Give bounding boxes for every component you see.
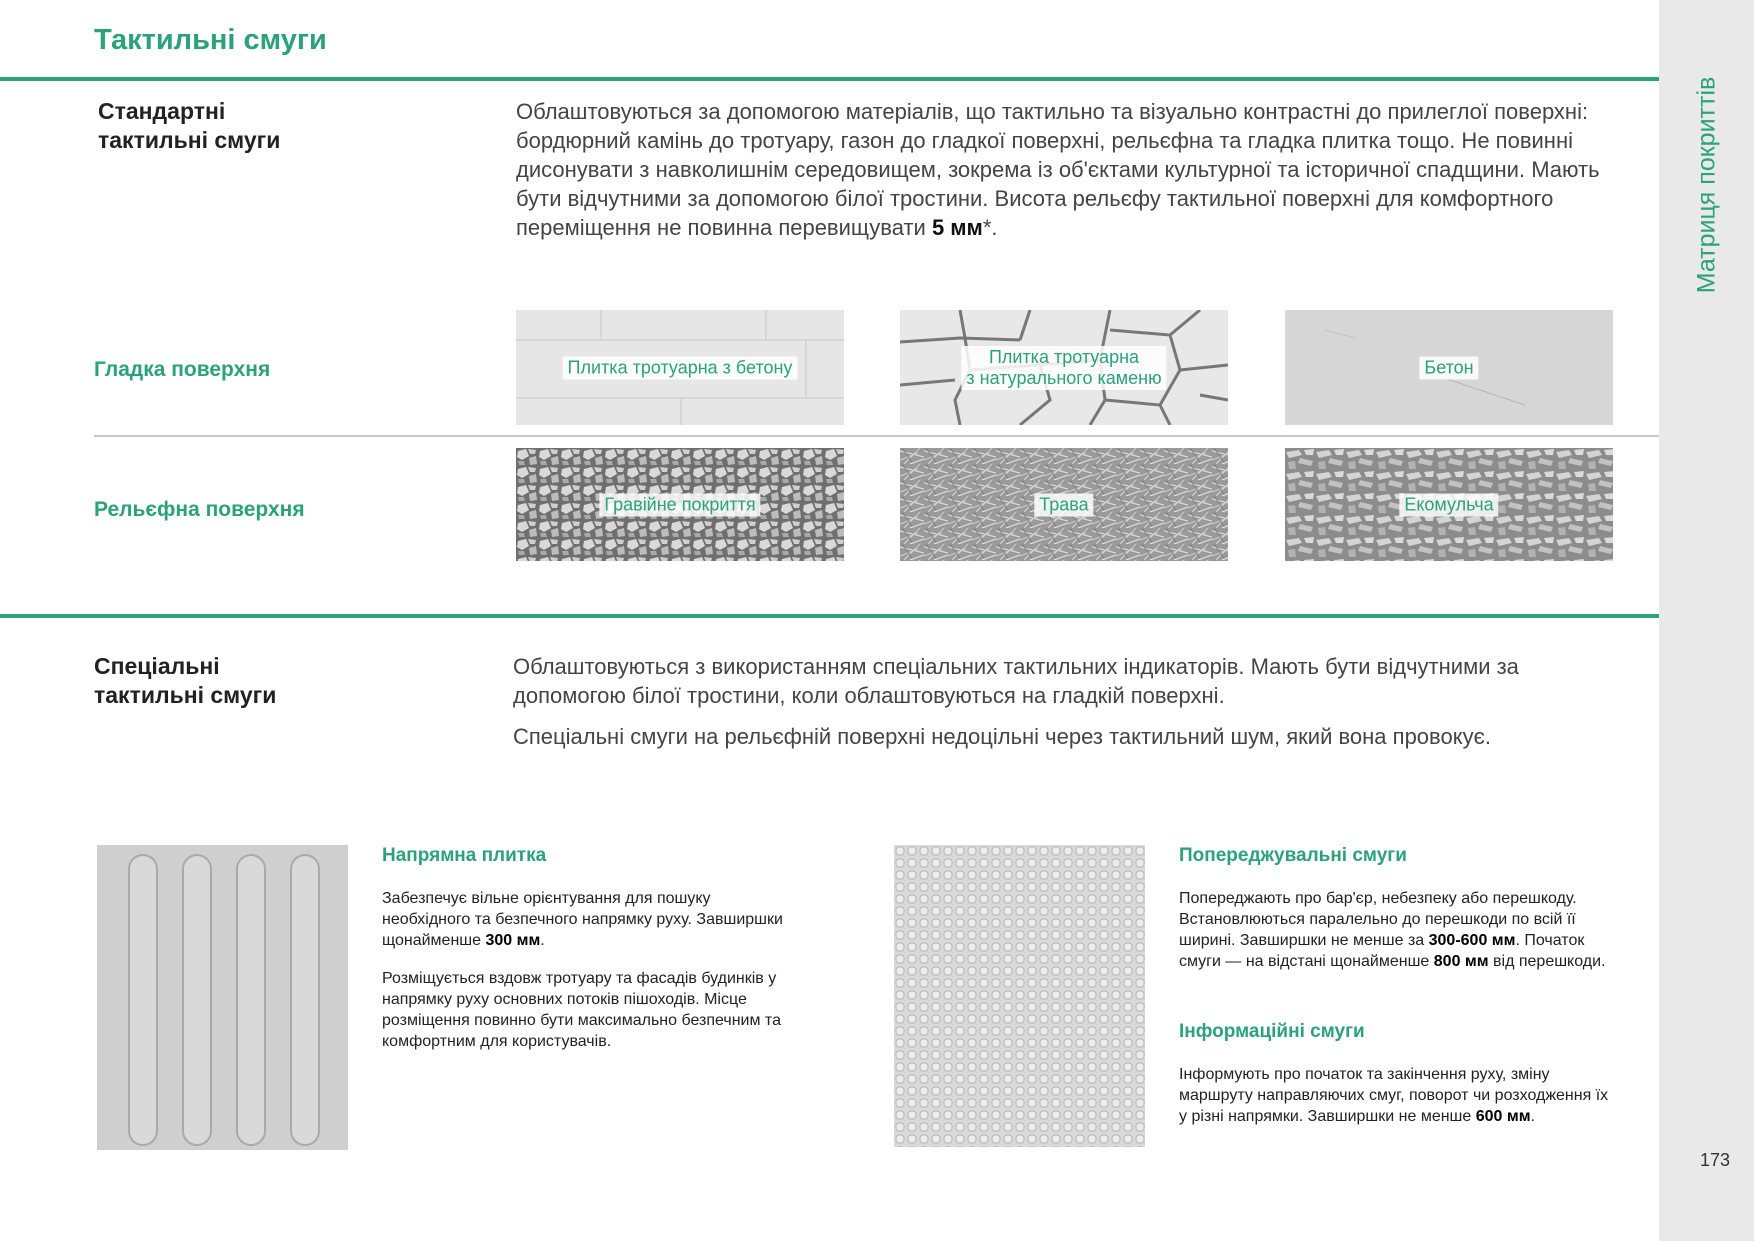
info-text (1179, 1064, 1619, 1144)
page-title: Тактильні смуги (94, 24, 327, 56)
gravel-tile (516, 448, 844, 561)
warning-t2: . Початок смуги — на відстані щонайменше (1179, 932, 1585, 970)
directional-p1-end: . (540, 932, 545, 949)
standard-description (516, 97, 1621, 242)
smooth-surface-label: Гладка поверхня (94, 358, 271, 381)
directional-p1-text: Забезпечує вільне орієнтування для пошуку необхідного та безпечного напрямку руху. Завширшки щонайменше (382, 890, 783, 949)
info-heading: Інформаційні смуги (1179, 1021, 1365, 1042)
section-divider (0, 614, 1659, 618)
natural-stone-tile (900, 310, 1228, 425)
natural-stone-label-line1: Плитка тротуарна (988, 346, 1140, 367)
standard-text-bold: 5 мм (931, 215, 983, 240)
standard-text: Облаштовуються за допомогою матеріалів, що тактильно та візуально контрастні до прилеглої поверхні: бордюрний камінь до тротуару, газон до гладкої поверхні, рельєфна та гладка плитка тощо. Не повинні дисонувати з навколишнім середовищем, зокрема із об'єктами культурної та історичної спадщини. Мають бути відчутними за допомогою білої тростини. Висота рельєфу тактильної поверхні для комфортного переміщення не повинна перевищувати (516, 99, 1600, 240)
warning-tile-texture (894, 845, 1145, 1147)
directional-text (382, 888, 802, 1069)
standard-text-end: *. (982, 215, 998, 240)
warning-b1: 300-600 мм (1428, 932, 1516, 949)
warning-tile-image (894, 845, 1145, 1147)
gravel-label: Гравійне покриття (599, 493, 760, 516)
warning-t3: від перешкоди. (1488, 953, 1606, 970)
standard-heading-line1: Стандартні (98, 98, 226, 124)
directional-p1-bold: 300 мм (485, 932, 541, 949)
title-divider (0, 77, 1659, 81)
special-heading (94, 652, 276, 710)
info-t2: . (1530, 1108, 1535, 1125)
ecomulch-tile (1285, 448, 1613, 561)
ecomulch-label: Екомульча (1399, 493, 1498, 516)
grass-tile (900, 448, 1228, 561)
row-divider (94, 435, 1659, 437)
directional-heading: Напрямна плитка (382, 845, 547, 866)
side-label: Матриця покриттів (1692, 76, 1721, 294)
info-b1: 600 мм (1475, 1108, 1531, 1125)
warning-text (1179, 888, 1619, 989)
warning-b2: 800 мм (1433, 953, 1489, 970)
standard-heading-line2: тактильні смуги (98, 127, 281, 153)
relief-surface-label: Рельєфна поверхня (94, 498, 305, 521)
directional-tile-texture (97, 845, 348, 1150)
special-heading-line1: Спеціальні (94, 653, 220, 679)
concrete-tile (1285, 310, 1613, 425)
warning-t1: Попереджають про бар'єр, небезпеку або перешкоду. Встановлюються паралельно до перешкоди по всій її ширині. Завширшки не менше за (1179, 890, 1577, 949)
natural-stone-label (961, 346, 1166, 390)
standard-heading (98, 97, 280, 155)
directional-p2: Розміщується вздовж тротуару та фасадів будинків у напрямку руху основних потоків пішоходів. Місце розміщення повинно бути максимально безпечним та комфортним для користувачів. (382, 970, 781, 1050)
concrete-paving-tile (516, 310, 844, 425)
warning-heading: Попереджувальні смуги (1179, 845, 1407, 866)
special-description (513, 652, 1623, 751)
natural-stone-label-line2: з натурального каменю (966, 367, 1162, 388)
concrete-paving-label: Плитка тротуарна з бетону (563, 356, 798, 379)
special-para2: Спеціальні смуги на рельєфній поверхні недоцільні через тактильний шум, який вона провокує. (513, 724, 1491, 749)
page-number: 173 (1700, 1150, 1731, 1170)
special-para1: Облаштовуються з використанням спеціальних тактильних індикаторів. Мають бути відчутними за допомогою білої тростини, коли облаштовуються на гладкій поверхні. (513, 654, 1519, 708)
special-heading-line2: тактильні смуги (94, 682, 277, 708)
directional-tile-image (97, 845, 348, 1150)
info-t1: Інформують про початок та закінчення руху, зміну маршруту направляючих смуг, поворот чи розходження їх у різні напрямки. Завширшки не менше (1179, 1066, 1609, 1125)
concrete-label: Бетон (1419, 356, 1478, 379)
grass-label: Трава (1034, 493, 1093, 516)
